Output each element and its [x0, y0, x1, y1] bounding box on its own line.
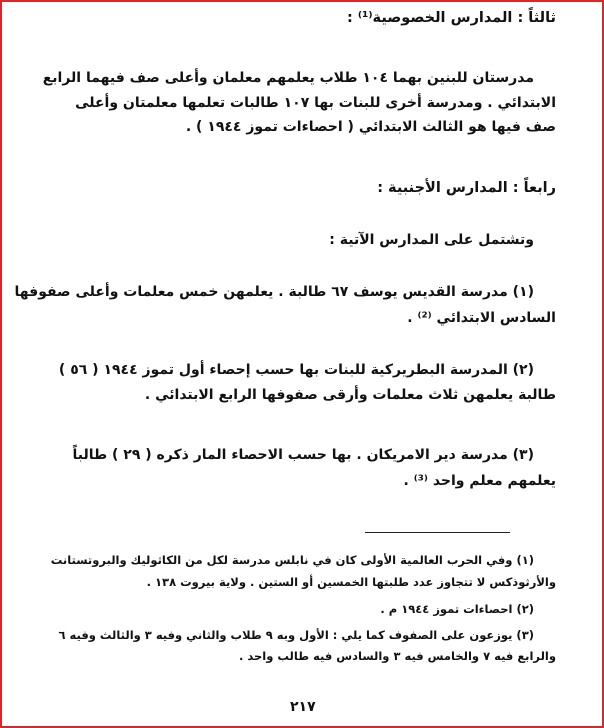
paragraph-line: مدرستان للبنين بهما ١٠٤ طلاب يعلمهم معلمان وأعلى صف فيهما الرابع	[42, 70, 534, 86]
heading-private-schools: ثالثاً : المدارس الخصوصية⁽¹⁾ :	[346, 10, 556, 26]
footnote-separator	[365, 532, 510, 533]
footnote-line: والرابع فيه ٧ والخامس فيه ٣ والسادس فيه طالب واحد .	[238, 649, 556, 663]
footnote-line: (٢) احصاءات تموز ١٩٤٤ م .	[380, 602, 534, 616]
page-number: ٢١٧	[290, 699, 316, 715]
list-item-line: السادس الابتدائي ⁽²⁾ .	[407, 310, 556, 326]
list-item-line: يعلمهم معلم واحد ⁽³⁾ .	[403, 473, 556, 489]
footnote-line: (٣) يوزعون على الصفوف كما يلي : الأول وبه ٩ طلاب والثاني وفيه ٣ والثالث وفيه ٦	[58, 628, 534, 642]
paragraph-line: صف فيها هو الثالث الابتدائي ( احصاءات تموز ١٩٤٤ ) .	[185, 119, 556, 135]
heading-foreign-schools: رابعاً : المدارس الأجنبية :	[377, 180, 556, 196]
list-item-line: (٢) المدرسة البطريركية للبنات بها حسب إحصاء أول تموز ١٩٤٤ ( ٥٦ )	[58, 362, 534, 378]
list-item-line: (٣) مدرسة دير الامريكان . بها حسب الاحصاء المار ذكره ( ٢٩ ) طالباً	[72, 447, 534, 463]
list-item-line: (١) مدرسة القديس يوسف ٦٧ طالبة . يعلمهن خمس معلمات وأعلى صفوفها	[14, 284, 534, 300]
footnote-line: (١) وفي الحرب العالمية الأولى كان في نابلس مدرسة لكل من الكاثوليك والبروتستانت	[50, 553, 534, 567]
foreign-intro: وتشتمل على المدارس الآتية :	[329, 232, 534, 248]
list-item-line: طالبة يعلمهن ثلاث معلمات وأرقى صفوفها الرابع الابتدائي .	[144, 387, 556, 403]
footnote-line: والأرثوذكس لا تتجاوز عدد طلبتها الخمسين أو الستين . ولاية بيروت ١٣٨ .	[146, 575, 556, 589]
paragraph-line: الابتدائي . ومدرسة أخرى للبنات بها ١٠٧ طالبات تعلمها معلمتان وأعلى	[75, 95, 556, 111]
